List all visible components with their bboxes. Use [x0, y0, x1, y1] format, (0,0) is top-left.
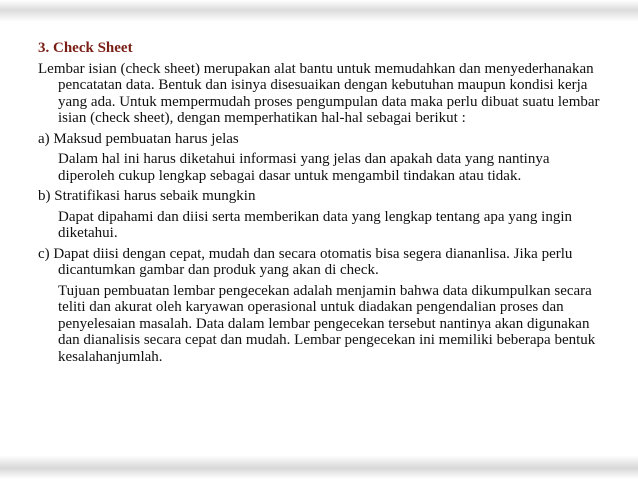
point-c-text: c) Dapat diisi dengan cepat, mudah dan secara otomatis bisa segera diananlisa. Jika perlu dicantumkan gambar dan produk yang akan di check.: [38, 245, 573, 278]
intro-paragraph: Lembar isian (check sheet) merupakan alat bantu untuk memudahkan dan menyederhanakan pencatatan data. Bentuk dan isinya disesuaikan dengan kebutuhan maupun kondisi kerja yang ada. Untuk mempermudah proses pengumpulan data maka perlu dibuat suatu lembar isian (check sheet), dengan memperhatikan hal-hal sebagai berikut :: [38, 60, 600, 126]
point-a-body: Dalam hal ini harus diketahui informasi yang jelas dan apakah data yang nantinya diperoleh cukup lengkap sebagai dasar untuk mengambil tindakan atau tidak.: [58, 151, 550, 184]
top-decorative-band: [0, 0, 638, 22]
slide-content: [38, 40, 608, 369]
section-heading: 3. Check Sheet: [38, 40, 133, 56]
purpose-paragraph: Tujuan pembuatan lembar pengecekan adalah menjamin bahwa data dikumpulkan secara teliti dan akurat oleh karyawan operasional untuk diadakan pengendalian proses dan penyelesaian masalah. Data dalam lembar pengecekan tersebut nantinya akan digunakan dan dianalisis secara cepat dan mudah. Lembar pengecekan ini memiliki beberapa bentuk kesalahanjumlah.: [58, 282, 596, 365]
bottom-decorative-band: [0, 455, 638, 479]
point-a-title: a) Maksud pembuatan harus jelas: [38, 130, 239, 147]
point-b-title: b) Stratifikasi harus sebaik mungkin: [38, 188, 256, 204]
point-b-body: Dapat dipahami dan diisi serta memberikan data yang lengkap tentang apa yang ingin diketahui.: [58, 208, 572, 241]
